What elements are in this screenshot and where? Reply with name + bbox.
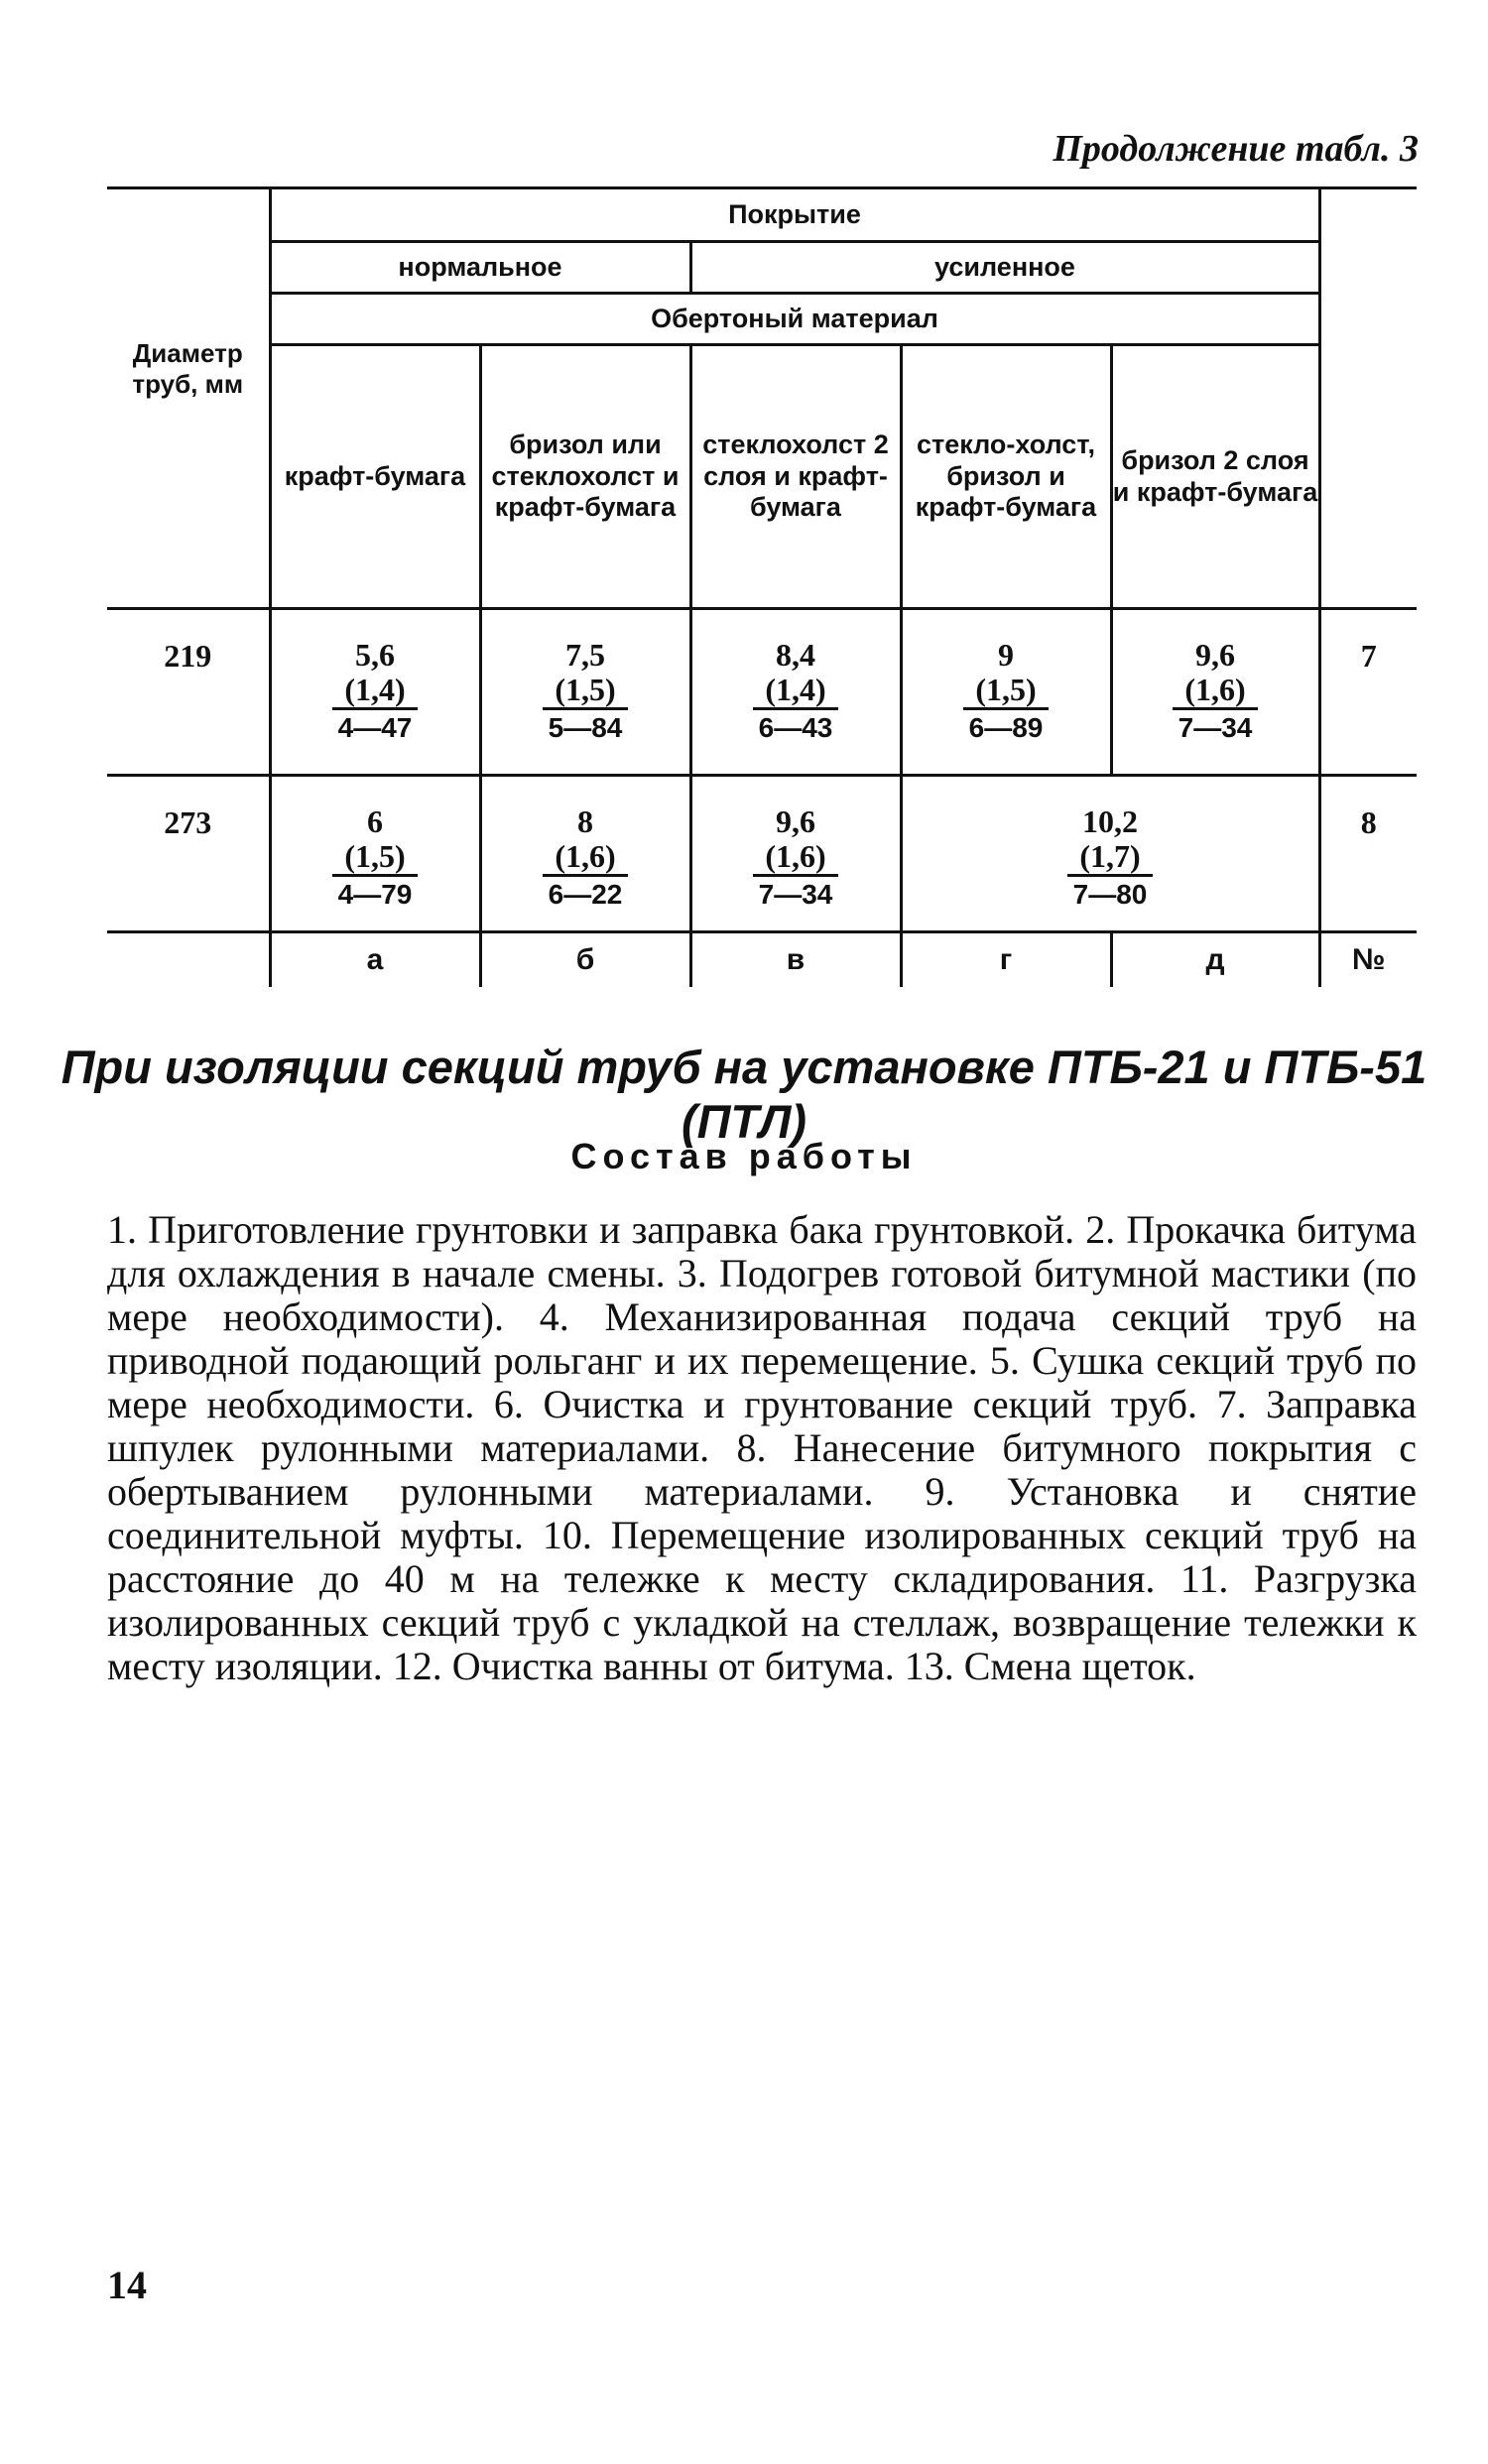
value-cell — [480, 776, 690, 932]
value-cell — [690, 776, 901, 932]
paren-value: (1,5) — [963, 673, 1048, 710]
value-cell — [901, 609, 1111, 776]
value-cell — [1111, 609, 1319, 776]
rate-code: 7—34 — [758, 879, 833, 911]
norm-value: 9,6 — [1195, 637, 1235, 673]
paren-value: (1,4) — [753, 673, 837, 710]
column-letters-row — [107, 932, 1417, 988]
diameter-cell: 273 — [107, 776, 270, 932]
normal-header: нормальное — [270, 242, 690, 294]
diameter-header: Диаметр труб, мм — [107, 188, 270, 609]
column-header: бризол или стеклохолст и крафт-бумага — [480, 345, 690, 609]
norm-value: 6 — [367, 803, 383, 839]
column-letter: д — [1111, 932, 1319, 988]
norm-value: 8,4 — [776, 637, 815, 673]
column-header: стеклохолст 2 слоя и крафт-бумага — [690, 345, 901, 609]
rate-code: 6—43 — [758, 712, 833, 744]
num-header-blank — [1319, 188, 1417, 609]
norm-value: 10,2 — [1082, 803, 1138, 839]
coating-header: Покрытие — [270, 188, 1319, 242]
paren-value: (1,7) — [1067, 839, 1152, 877]
work-composition-text: 1. Приготовление грунтовки и заправка бака грунтовкой. 2. Прокачка битума для охлаждения в начале смены. 3. Подогрев готовой битумной мастики (по мере необходимости). 4. Механизированная подача секций труб на приводной подающий рольганг и их перемещение. 5. Сушка секций труб по мере необходимости. 6. Очистка и грунтование секций труб. 7. Заправка шпулек рулонными материалами. 8. Нанесение битумного покрытия с обертыванием рулонными материалами. 9. Установка и снятие соединительной муфты. 10. Перемещение изолированных секций труб на расстояние до 40 м на тележке к месту складирования. 11. Разгрузка изолированных секций труб с укладкой на стеллаж, возвращение тележки к месту изоляции. 12. Очистка ванны от битума. 13. Смена щеток. — [107, 1207, 1417, 1688]
rate-code: 7—34 — [1178, 712, 1253, 744]
column-header: бризол 2 слоя и крафт-бумага — [1111, 345, 1319, 609]
norms-table — [107, 186, 1417, 987]
paren-value: (1,4) — [332, 673, 417, 710]
column-letter: б — [480, 932, 690, 988]
continuation-label: Продолжение табл. 3 — [1053, 128, 1419, 170]
norm-value: 5,6 — [355, 637, 395, 673]
rate-code: 5—84 — [548, 712, 623, 744]
reinforced-header: усиленное — [690, 242, 1319, 294]
value-cell — [690, 609, 901, 776]
value-cell — [480, 609, 690, 776]
diameter-cell: 219 — [107, 609, 270, 776]
page-number: 14 — [107, 2263, 147, 2307]
rate-code: 4—47 — [337, 712, 413, 744]
paren-value: (1,5) — [543, 673, 627, 710]
merged-value-cell — [901, 776, 1319, 932]
column-letter: а — [270, 932, 480, 988]
rate-code: 7—80 — [1072, 879, 1148, 911]
norm-value: 9,6 — [776, 803, 815, 839]
letters-blank — [107, 932, 270, 988]
paren-value: (1,6) — [543, 839, 627, 877]
table-row — [107, 776, 1417, 932]
paren-value: (1,5) — [332, 839, 417, 877]
table-row — [107, 609, 1417, 776]
value-cell — [270, 776, 480, 932]
section-title: При изоляции секций труб на установке ПТБ-21 и ПТБ-51 (ПТЛ) — [61, 1041, 1427, 1148]
rate-code: 6—89 — [968, 712, 1044, 744]
paren-value: (1,6) — [1173, 673, 1257, 710]
row-number: 7 — [1319, 609, 1417, 776]
norm-value: 8 — [577, 803, 593, 839]
norm-value: 7,5 — [565, 637, 605, 673]
column-header: стекло-холст, бризол и крафт-бумага — [901, 345, 1111, 609]
column-header: крафт-бумага — [270, 345, 480, 609]
rate-code: 4—79 — [337, 879, 413, 911]
rate-code: 6—22 — [548, 879, 623, 911]
value-cell — [270, 609, 480, 776]
num-symbol: № — [1352, 943, 1386, 977]
work-composition-title: Состав работы — [570, 1136, 918, 1176]
paren-value: (1,6) — [753, 839, 837, 877]
wrap-material-header: Обертоный материал — [270, 294, 1319, 345]
row-number: 8 — [1319, 776, 1417, 932]
column-letter: в — [690, 932, 901, 988]
norm-value: 9 — [998, 637, 1014, 673]
column-letter: г — [901, 932, 1111, 988]
